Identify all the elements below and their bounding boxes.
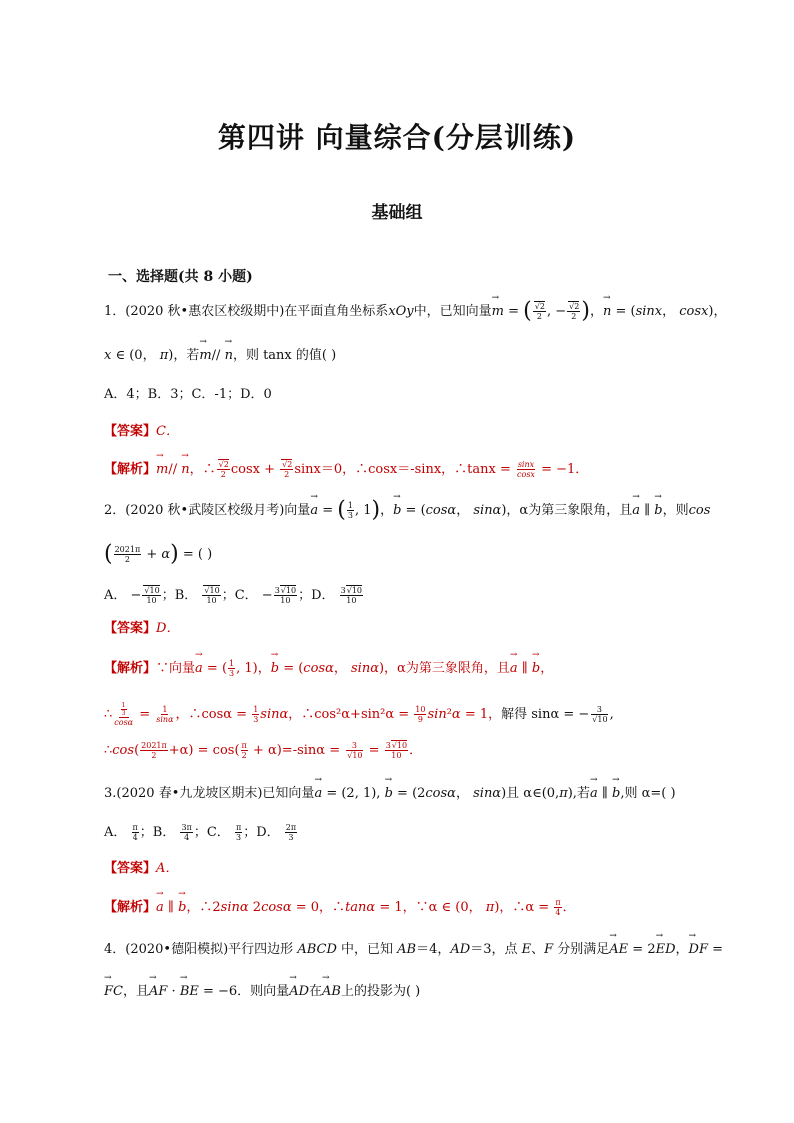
- answer-label: 【答案】: [104, 861, 157, 876]
- q1-stem-line1: 1．(2020 秋•惠农区校级期中)在平面直角坐标系xOy中，已知向量→ m = ( √ $\frac{2}{2}$ , − √ $\frac{2}{2}$ )，→ n = (sinx， cosx)，: [104, 302, 726, 321]
- page-title: 第四讲 向量综合(分层训练): [217, 121, 577, 154]
- answer-label: 【答案】: [104, 621, 157, 636]
- q3-analysis: 【解析】→ a ∥ → b，∴2sinα 2cosα = 0，∴tanα = 1，∵α ∈ (0， π)，∴α = $\frac{\pi}{4}$ ．: [104, 898, 576, 917]
- q2-answer: [104, 620, 179, 638]
- q3-options: A． $\frac{\pi}{4}$ ；B． $\frac{3\pi}{4}$ ；C． $\frac{\pi}{3}$ ；D． $\frac{2\pi}{3}$: [104, 823, 297, 842]
- q1-answer-value: C．: [156, 424, 179, 439]
- q1-analysis: 【解析】→ m// → n，∴ √ $\frac{2}{2}$ cosx + √ $\frac{2}{2}$ sinx＝0，∴cosx＝-sinx，∴tanx = $\frac{\sin x}{\cos x}$ = −1．: [104, 460, 588, 479]
- answer-label: 【答案】: [104, 424, 157, 439]
- q3-answer-value: A．: [156, 861, 179, 876]
- q2-analysis-line2: ∴ $\frac{\frac{1}{3}}{\cos\alpha}$ = $\frac{1}{\sin\alpha}$ ，∴cosα = $\frac{1}{3}$ sinα，∴cos²α+sin²α = $\frac{10}{9}$ sin²α = 1，解得 sinα = − 3 √ 10 ,: [104, 702, 614, 727]
- q2-analysis-line1: 【解析】∵向量→ a = ( $\frac{1}{3}$ , 1)，→ b = (cosα， sinα)，α为第三象限角，且→ a ∥ → b，: [104, 659, 553, 678]
- q3-answer: [104, 860, 178, 878]
- section-subtitle: 基础组: [371, 203, 423, 223]
- analysis-label: 【解析】: [104, 661, 157, 676]
- analysis-label: 【解析】: [104, 462, 157, 477]
- question-type-heading: 一、选择题(共 8 小题): [108, 269, 253, 285]
- q4-stem-line2: → FC，且→ AF · → BE = −6．则向量→ AD在→ AB上的投影为( ): [104, 983, 420, 1001]
- q2-options: A． − √ $\frac{10}{10}$ ；B． √ $\frac{10}{10}$ ；C． − $\frac{3√ 10}{10}$ ；D． $\frac{3√ 10}{10}$: [104, 586, 364, 605]
- analysis-label: 【解析】: [104, 900, 157, 915]
- q1-stem-line2: x ∈ (0， π)，若→ m// → n，则 tanx 的值( ): [104, 347, 336, 365]
- q2-analysis-line3: ∴cos( $\frac{2021\pi}{2}$ +α) = cos( $\frac{\pi}{2}$ + α)=-sinα = 3 √ 10 = $\frac{3√ 10}{10}$ ．: [104, 741, 422, 760]
- q1-options: A．4；B．3；C．-1；D．0: [104, 387, 272, 402]
- q2-answer-value: D．: [156, 621, 180, 636]
- q2-stem-line1: 2．(2020 秋•武陵区校级月考)向量→ a = ( $\frac{1}{3}$ , 1)，→ b = (cosα， sinα)，α为第三象限角，且→ a ∥ → b，则cos: [104, 501, 710, 520]
- q2-stem-line2: ( $\frac{2021\pi}{2}$ + α) = ( ): [104, 541, 213, 567]
- q1-answer: [104, 423, 179, 441]
- q3-stem: 3.(2020 春•九龙坡区期末)已知向量→ a = (2, 1), → b = (2cosα， sinα)且 α∈(0,π),若→ a ∥ → b,则 α=( ): [104, 785, 676, 803]
- q4-stem-line1: 4．(2020•德阳模拟)平行四边形 ABCD 中，已知 AB＝4，AD＝3，点 E、F 分别满足→ AE = 2→ ED，→ DF =: [104, 941, 723, 959]
